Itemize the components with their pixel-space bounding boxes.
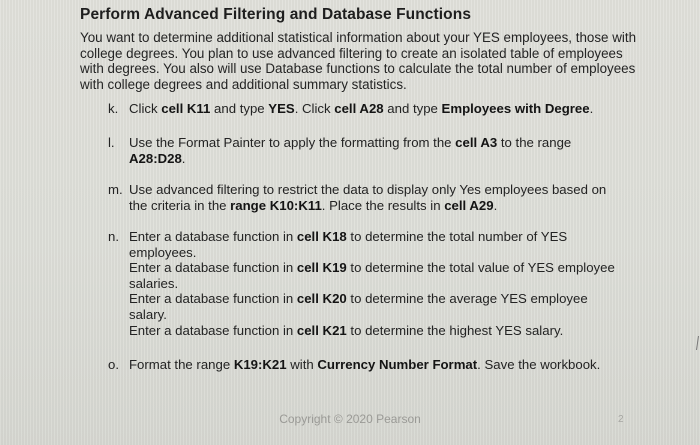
step-l-text: to the range xyxy=(497,135,572,150)
step-n-bold: cell K18 xyxy=(296,229,347,244)
step-n-line-2 xyxy=(129,260,628,291)
step-k-body xyxy=(129,101,628,117)
step-l-marker: l. xyxy=(108,135,115,150)
step-m-text: . xyxy=(493,197,498,213)
step-n-text: Enter a database function in xyxy=(129,229,297,244)
step-m-bold: cell A29 xyxy=(444,197,494,213)
step-k-bold: Employees with Degree xyxy=(441,101,590,116)
step-l-bold: cell A3 xyxy=(455,135,498,150)
step-m-body xyxy=(129,182,628,213)
step-m xyxy=(108,182,628,213)
step-k-text: . xyxy=(589,101,594,116)
step-l-bold: A28:D28 xyxy=(129,150,182,166)
step-o-marker: o. xyxy=(108,357,119,372)
step-n xyxy=(108,229,628,338)
step-k-text: and type xyxy=(383,101,442,116)
step-o-text: . Save the workbook. xyxy=(477,357,601,372)
page-number: 2 xyxy=(618,414,624,425)
page-title: Perform Advanced Filtering and Database Functions xyxy=(80,6,472,23)
step-n-line-4 xyxy=(129,323,628,339)
step-n-line-3 xyxy=(129,291,628,322)
step-m-bold: range K10:K11 xyxy=(230,197,322,213)
step-l xyxy=(108,135,628,166)
step-n-text: to determine the total number of YES employees. xyxy=(129,229,568,260)
step-l-body xyxy=(129,135,628,166)
copyright-footer: Copyright © 2020 Pearson xyxy=(279,412,421,426)
step-k-bold: YES xyxy=(268,101,295,116)
step-n-line-1 xyxy=(129,229,628,260)
step-o-text: with xyxy=(286,357,318,372)
step-n-text: Enter a database function in xyxy=(129,260,297,276)
step-n-marker: n. xyxy=(108,229,119,244)
step-n-bold: cell K19 xyxy=(296,260,347,276)
intro-text: You want to determine additional statistical information about your YES employees, those with college degrees. You plan to use advanced filtering to create an isolated table of employees with degrees. You also will use Database functions to calculate the total number of employees with college degrees and additional summary statistics. xyxy=(80,30,637,92)
step-n-text: Enter a database function in xyxy=(129,291,297,307)
step-o-body xyxy=(129,357,628,373)
page-edge-mark xyxy=(693,336,699,350)
step-o-bold: K19:K21 xyxy=(233,357,287,372)
step-k xyxy=(108,101,628,117)
step-k-marker: k. xyxy=(108,101,119,116)
step-n-body xyxy=(129,229,628,338)
step-n-bold: cell K20 xyxy=(296,291,347,307)
step-k-text: and type xyxy=(210,101,269,116)
step-k-bold: cell A28 xyxy=(334,101,384,116)
step-n-text: to determine the average YES employee salary. xyxy=(129,291,588,322)
step-n-text: to determine the total value of YES employee salaries. xyxy=(129,260,615,291)
step-n-bold: cell K21 xyxy=(296,322,347,338)
step-m-text: Use advanced filtering to restrict the data to display only Yes employees based on the criteria in the xyxy=(129,182,607,213)
intro-paragraph xyxy=(80,30,640,92)
step-k-text: Click xyxy=(129,101,162,116)
step-o-bold: Currency Number Format xyxy=(317,357,478,372)
step-l-text: . xyxy=(181,150,186,166)
step-o-text: Format the range xyxy=(129,357,234,372)
step-k-text: . Click xyxy=(294,101,335,116)
step-l-text: Use the Format Painter to apply the formatting from the xyxy=(129,135,456,150)
step-k-bold: cell K11 xyxy=(161,101,211,116)
step-o xyxy=(108,357,628,373)
step-m-text: . Place the results in xyxy=(321,197,445,213)
step-n-text: Enter a database function in xyxy=(129,322,297,338)
step-m-marker: m. xyxy=(108,182,123,197)
step-n-text: to determine the highest YES salary. xyxy=(346,322,564,338)
